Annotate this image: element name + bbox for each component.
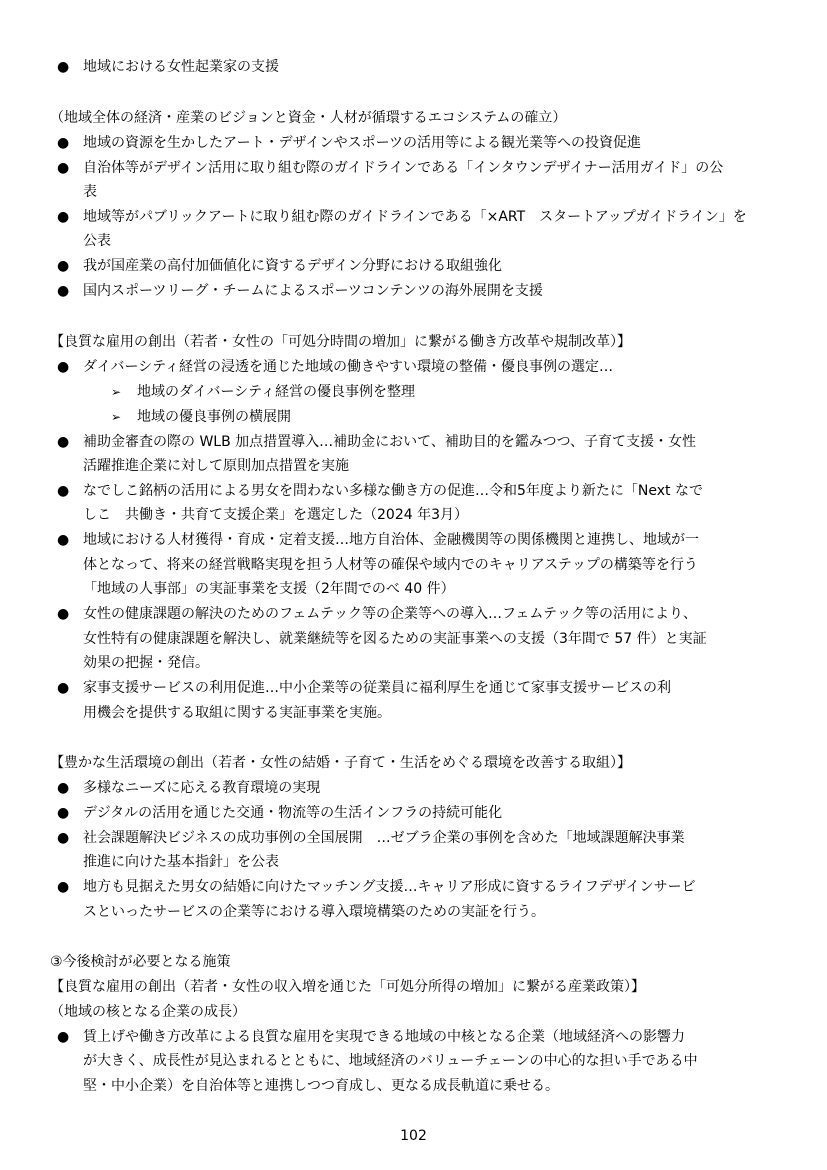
sub-list-item: 地域の優良事例の横展開 [137, 409, 291, 425]
list-item-continuation: 効果の把握・発信。 [83, 655, 209, 671]
bullet-icon: ● [57, 160, 70, 176]
arrow-bullet-icon: ➢ [111, 385, 122, 399]
list-item: 地域の資源を生かしたアート・デザインやスポーツの活用等による観光業等への投資促進 [83, 135, 642, 151]
list-item: 自治体等がデザイン活用に取り組む際のガイドラインである「インタウンデザイナー活用ガイド」の公 [83, 160, 724, 176]
list-item-continuation: 公表 [83, 233, 111, 249]
list-item: 補助金審査の際の WLB 加点措置導入…補助金において、補助目的を鑑みつつ、子育て支援・女性 [83, 434, 697, 450]
list-item-continuation: 「地域の人事部」の実証事業を支援（2年間でのべ 40 件） [83, 581, 455, 597]
bullet-icon: ● [57, 59, 70, 75]
arrow-bullet-icon: ➢ [111, 410, 122, 424]
paragraph-line: 【豊かな生活環境の創出（若者・女性の結婚・子育て・生活をめぐる環境を改善する取組）】 [50, 755, 631, 771]
bullet-icon: ● [57, 135, 70, 151]
list-item: 社会課題解決ビジネスの成功事例の全国展開 …ゼブラ企業の事例を含めた「地域課題解決事業 [83, 830, 685, 846]
list-item: 女性の健康課題の解決のためのフェムテック等の企業等への導入…フェムテック等の活用により、 [83, 606, 698, 622]
list-item-continuation: 体となって、将来の経営戦略実現を担う人材等の確保や域内でのキャリアステップの構築等を行う [83, 557, 698, 573]
list-item: 我が国産業の高付加価値化に資するデザイン分野における取組強化 [83, 258, 503, 274]
paragraph-line: （地域の核となる企業の成長） [50, 1004, 246, 1020]
bullet-icon: ● [57, 434, 70, 450]
paragraph-line: ③今後検討が必要となる施策 [50, 954, 231, 970]
bullet-icon: ● [57, 209, 70, 225]
paragraph-line: 【良質な雇用の創出（若者・女性の収入増を通じた「可処分所得の増加」に繋がる産業政策）】 [50, 979, 645, 995]
list-item-continuation: 推進に向けた基本指針」を公表 [83, 854, 279, 870]
list-item: 多様なニーズに応える教育環境の実現 [83, 780, 321, 796]
list-item: 地域における人材獲得・育成・定着支援…地方自治体、金融機関等の関係機関と連携し、地域が一 [83, 532, 699, 548]
bullet-icon: ● [57, 830, 70, 846]
bullet-icon: ● [57, 1029, 70, 1045]
sub-list-item: 地域のダイバーシティ経営の優良事例を整理 [137, 384, 416, 400]
list-item-continuation: 活躍推進企業に対して原則加点措置を実施 [83, 458, 349, 474]
list-item: 家事支援サービスの利用促進…中小企業等の従業員に福利厚生を通じて家事支援サービスの利 [83, 680, 671, 696]
list-item-continuation: 用機会を提供する取組に関する実証事業を実施。 [83, 705, 391, 721]
list-item: ダイバーシティ経営の浸透を通じた地域の働きやすい環境の整備・優良事例の選定… [83, 359, 614, 375]
list-item: 地方も見据えた男女の結婚に向けたマッチング支援…キャリア形成に資するライフデザインサービ [83, 879, 696, 895]
list-item-continuation: 表 [83, 184, 97, 200]
bullet-icon: ● [57, 805, 70, 821]
bullet-icon: ● [57, 606, 70, 622]
list-item: 地域等がパブリックアートに取り組む際のガイドラインである「×ART スタートアップガイドライン」を [83, 209, 747, 225]
paragraph-line: 【良質な雇用の創出（若者・女性の「可処分時間の増加」に繋がる働き方改革や規制改革）】 [50, 334, 631, 350]
paragraph-line: （地域全体の経済・産業のビジョンと資金・人材が循環するエコシステムの確立） [50, 110, 567, 126]
bullet-icon: ● [57, 483, 70, 499]
bullet-icon: ● [57, 359, 70, 375]
bullet-icon: ● [57, 879, 70, 895]
bullet-icon: ● [57, 780, 70, 796]
list-item-continuation: しこ 共働き・共育て支援企業」を選定した（2024 年3月） [83, 507, 468, 523]
list-item-continuation: 女性特有の健康課題を解決し、就業継続等を図るための実証事業への支援（3年間で 57 件）と実証 [83, 631, 707, 647]
list-item: 賃上げや働き方改革による良質な雇用を実現できる地域の中核となる企業（地域経済への影響力 [83, 1029, 685, 1045]
list-item-continuation: スといったサービスの企業等における導入環境構築のための実証を行う。 [83, 904, 545, 920]
bullet-icon: ● [57, 283, 70, 299]
bullet-icon: ● [57, 680, 70, 696]
bullet-icon: ● [57, 532, 70, 548]
list-item: デジタルの活用を通じた交通・物流等の生活インフラの持続可能化 [83, 805, 503, 821]
list-item: 地域における女性起業家の支援 [83, 59, 279, 75]
page-number: 102 [400, 1128, 427, 1144]
list-item-continuation: が大きく、成長性が見込まれるとともに、地域経済のバリューチェーンの中心的な担い手である中 [83, 1053, 698, 1069]
list-item: なでしこ銘柄の活用による男女を問わない多様な働き方の促進…令和5年度より新たに「Next なで [83, 483, 703, 499]
bullet-icon: ● [57, 258, 70, 274]
list-item-continuation: 堅・中小企業）を自治体等と連携しつつ育成し、更なる成長軌道に乗せる。 [83, 1078, 559, 1094]
list-item: 国内スポーツリーグ・チームによるスポーツコンテンツの海外展開を支援 [83, 283, 543, 299]
